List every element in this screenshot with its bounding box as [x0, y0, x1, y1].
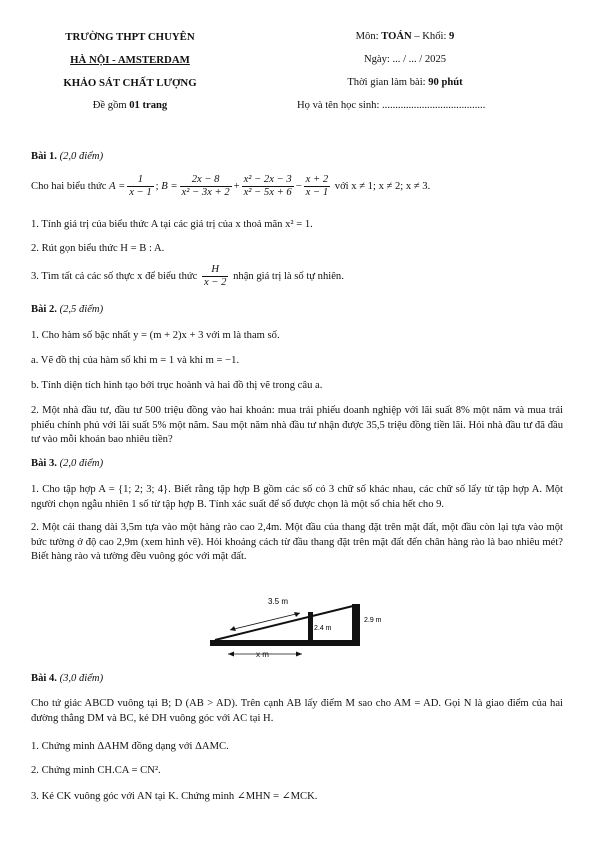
bai2-title: Bài 2.	[31, 304, 57, 315]
bai4-heading	[31, 673, 103, 684]
grade-value: 9	[449, 31, 455, 42]
label-x: x m	[256, 650, 269, 659]
grade-label: – Khối:	[411, 31, 450, 42]
bai4-points: (3,0 điểm)	[59, 673, 104, 684]
bai1-condition: với x ≠ 1; x ≠ 2; x ≠ 3.	[334, 180, 431, 192]
fraction-A: $\frac{1}{x - 1}$	[129, 174, 152, 198]
time-limit	[305, 77, 505, 88]
label-fence: 2.4 m	[314, 625, 332, 632]
student-name-line: Họ và tên học sinh: .......................................	[297, 100, 486, 111]
ground	[210, 640, 360, 646]
bai1-q2: 2. Rút gọn biểu thức H = B : A.	[31, 243, 165, 254]
bai1-intro: Cho hai biểu thức	[31, 180, 107, 192]
fraction-B1: $\frac{2x - 8}{\text{x² − 3x + 2}}$	[181, 174, 230, 198]
pages-label: Đề gồm	[92, 100, 130, 111]
bai2-points: (2,5 điểm)	[59, 304, 104, 315]
bai4-q2: 2. Chứng minh CH.CA = CN².	[31, 765, 161, 776]
subject-line	[320, 31, 490, 42]
bai2-heading	[31, 304, 103, 315]
time-value: 90 phút	[428, 77, 463, 88]
bai2-qb: b. Tính diện tích hình tạo bởi trục hoành và hai đồ thị vẽ trong câu a.	[31, 380, 323, 391]
bai4-q3: 3. Kẻ CK vuông góc với AN tại K. Chứng minh ∠MHN = ∠MCK.	[31, 791, 318, 802]
pages-note	[40, 100, 220, 111]
fraction-B2: $\frac{\text{x² − 2x − 3}}{\text{x² − 5x + 6}}$	[243, 174, 292, 198]
label-ladder: 3.5 m	[268, 597, 289, 606]
subject-value: TOÁN	[381, 31, 412, 42]
bai1-heading	[31, 151, 103, 162]
pages-value: 01 trang	[129, 100, 168, 111]
bai4-intro: Cho tứ giác ABCD vuông tại B; D (AB > AD). Trên cạnh AB lấy điểm M sao cho AM = AD. Gọi N là giao điểm của hai đường thẳng DM và BC, kẻ DH vuông góc với AC tại H.	[31, 698, 563, 724]
subject-label: Môn:	[355, 31, 382, 42]
wall	[352, 604, 360, 646]
fraction-B3: $\frac{x + 2}{x - 1}$	[305, 174, 329, 198]
bai1-points: (2,0 điểm)	[59, 151, 104, 162]
bai3-points: (2,0 điểm)	[59, 458, 104, 469]
bai4-title: Bài 4.	[31, 673, 57, 684]
bai3-q2: 2. Một cái thang dài 3,5m tựa vào một hàng rào cao 2,4m. Một đầu của thang đặt trên mặt đất, một đầu còn lại tựa vào một bức tường ở độ cao 2,9m (xem hình vẽ). Hỏi khoảng cách từ đầu thang đặt trên mặt đất đến chân hàng rào là bao nhiêu mét? Biết hàng rào và tường đều vuông góc với mặt đất.	[31, 522, 563, 563]
bai1-expressions: Cho hai biểu thức A = $\frac{1}{x - 1}$ ; B = $\frac{2x - 8}{\text{x² − 3x + 2}}$ + $\frac{\text{x² − 2x − 3}}{\text{x² − 5x + 6}}$ − $\frac{x + 2}{x - 1}$ với x ≠ 1; x ≠ 2; x ≠ 3.	[31, 174, 431, 198]
school-name-line1: TRƯỜNG THPT CHUYÊN	[65, 31, 195, 43]
label-wall: 2.9 m	[364, 617, 382, 624]
school-name-line2: HÀ NỘI - AMSTERDAM	[70, 54, 190, 66]
bai1-q3: 3. Tìm tất cả các số thực x để biểu thức $\frac{H}{x - 2}$ nhận giá trị là số tự nhiên.	[31, 264, 344, 288]
bai4-q1: 1. Chứng minh ΔAHM đồng dạng với ΔAMC.	[31, 741, 229, 752]
time-label: Thời gian làm bài:	[347, 77, 429, 88]
fraction-H: $\frac{H}{x - 2}$	[203, 264, 227, 288]
bai2-q1: 1. Cho hàm số bậc nhất y = (m + 2)x + 3 với m là tham số.	[31, 330, 280, 341]
bai1-title: Bài 1.	[31, 151, 57, 162]
exam-name: KHẢO SÁT CHẤT LƯỢNG	[63, 77, 197, 89]
bai2-qa: a. Vẽ đồ thị của hàm số khi m = 1 và khi m = −1.	[31, 355, 240, 366]
bai2-q2: 2. Một nhà đầu tư, đầu tư 500 triệu đồng vào hai khoản: mua trái phiếu doanh nghiệp với lãi suất 8% một năm và mua trái phiếu chính phủ với lãi suất 5% một năm. Sau một năm nhà đầu tư nhận được 35,5 triệu đồng tiền lãi. Hỏi nhà đầu tư đã đầu tư vào mỗi khoản bao nhiêu tiền?	[31, 405, 563, 446]
exam-date: Ngày: ... / ... / 2025	[363, 54, 447, 65]
bai3-heading	[31, 458, 103, 469]
bai1-q1: 1. Tính giá trị của biểu thức A tại các giá trị của x thoả mãn x² = 1.	[31, 219, 313, 230]
ladder-diagram	[190, 590, 410, 665]
bai3-title: Bài 3.	[31, 458, 57, 469]
ladder	[215, 606, 353, 640]
bai3-q1: 1. Cho tập hợp A = {1; 2; 3; 4}. Biết rằng tập hợp B gồm các số có 3 chữ số khác nhau, các chữ số lấy từ tập hợp A. Một người chọn ngẫu nhiên 1 số từ tập hợp B. Tính xác suất để số được chọn là một số chia hết cho 9.	[31, 484, 563, 510]
